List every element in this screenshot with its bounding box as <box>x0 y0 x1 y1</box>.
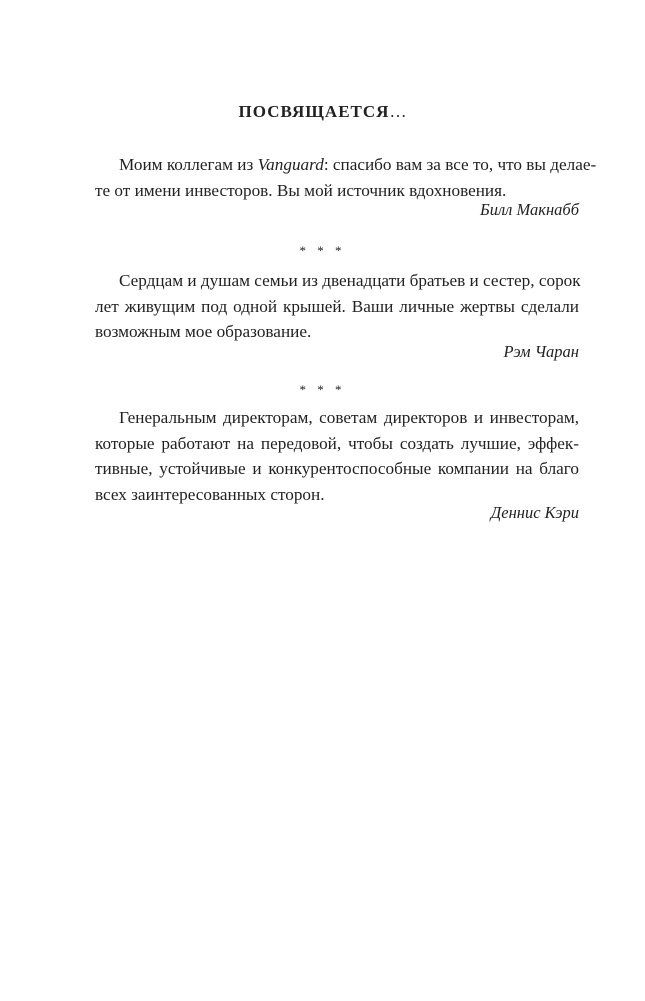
paragraph-line: всех заинтересованных сторон. <box>95 484 325 504</box>
paragraph-line: которые работают на передовой, чтобы создать лучшие, эффек- <box>95 433 579 453</box>
signature: Билл Макнабб <box>479 200 579 219</box>
paragraph-line: возможным мое образование. <box>95 322 312 341</box>
title-text: ПОСВЯЩАЕТСЯ <box>238 102 390 121</box>
separator-asterisks: * * * <box>299 382 346 397</box>
company-name: Vanguard <box>257 155 324 174</box>
signature: Рэм Чаран <box>503 342 579 361</box>
paragraph-line: Генеральным директорам, советам директоров и инвесторам, <box>119 408 579 427</box>
paragraph-line: тивные, устойчивые и конкурентоспособные компании на благо <box>95 459 579 478</box>
dedication-paragraph <box>95 152 597 203</box>
paragraph-line: Сердцам и душам семьи из двенадцати братьев и сестер, сорок <box>119 271 581 290</box>
dedication-paragraph <box>95 405 579 507</box>
page-title <box>0 102 645 122</box>
title-ellipsis: … <box>389 102 407 121</box>
separator-asterisks: * * * <box>299 243 346 258</box>
paragraph-line: лет живущим под одной крышей. Ваши личные жертвы сделали <box>95 296 579 316</box>
paragraph-line: Моим коллегам из Vanguard: спасибо вам за все то, что вы делае- <box>119 155 597 174</box>
signature: Деннис Кэри <box>490 503 579 522</box>
dedication-paragraph <box>95 268 579 345</box>
paragraph-line: те от имени инвесторов. Вы мой источник вдохновения. <box>95 180 507 200</box>
